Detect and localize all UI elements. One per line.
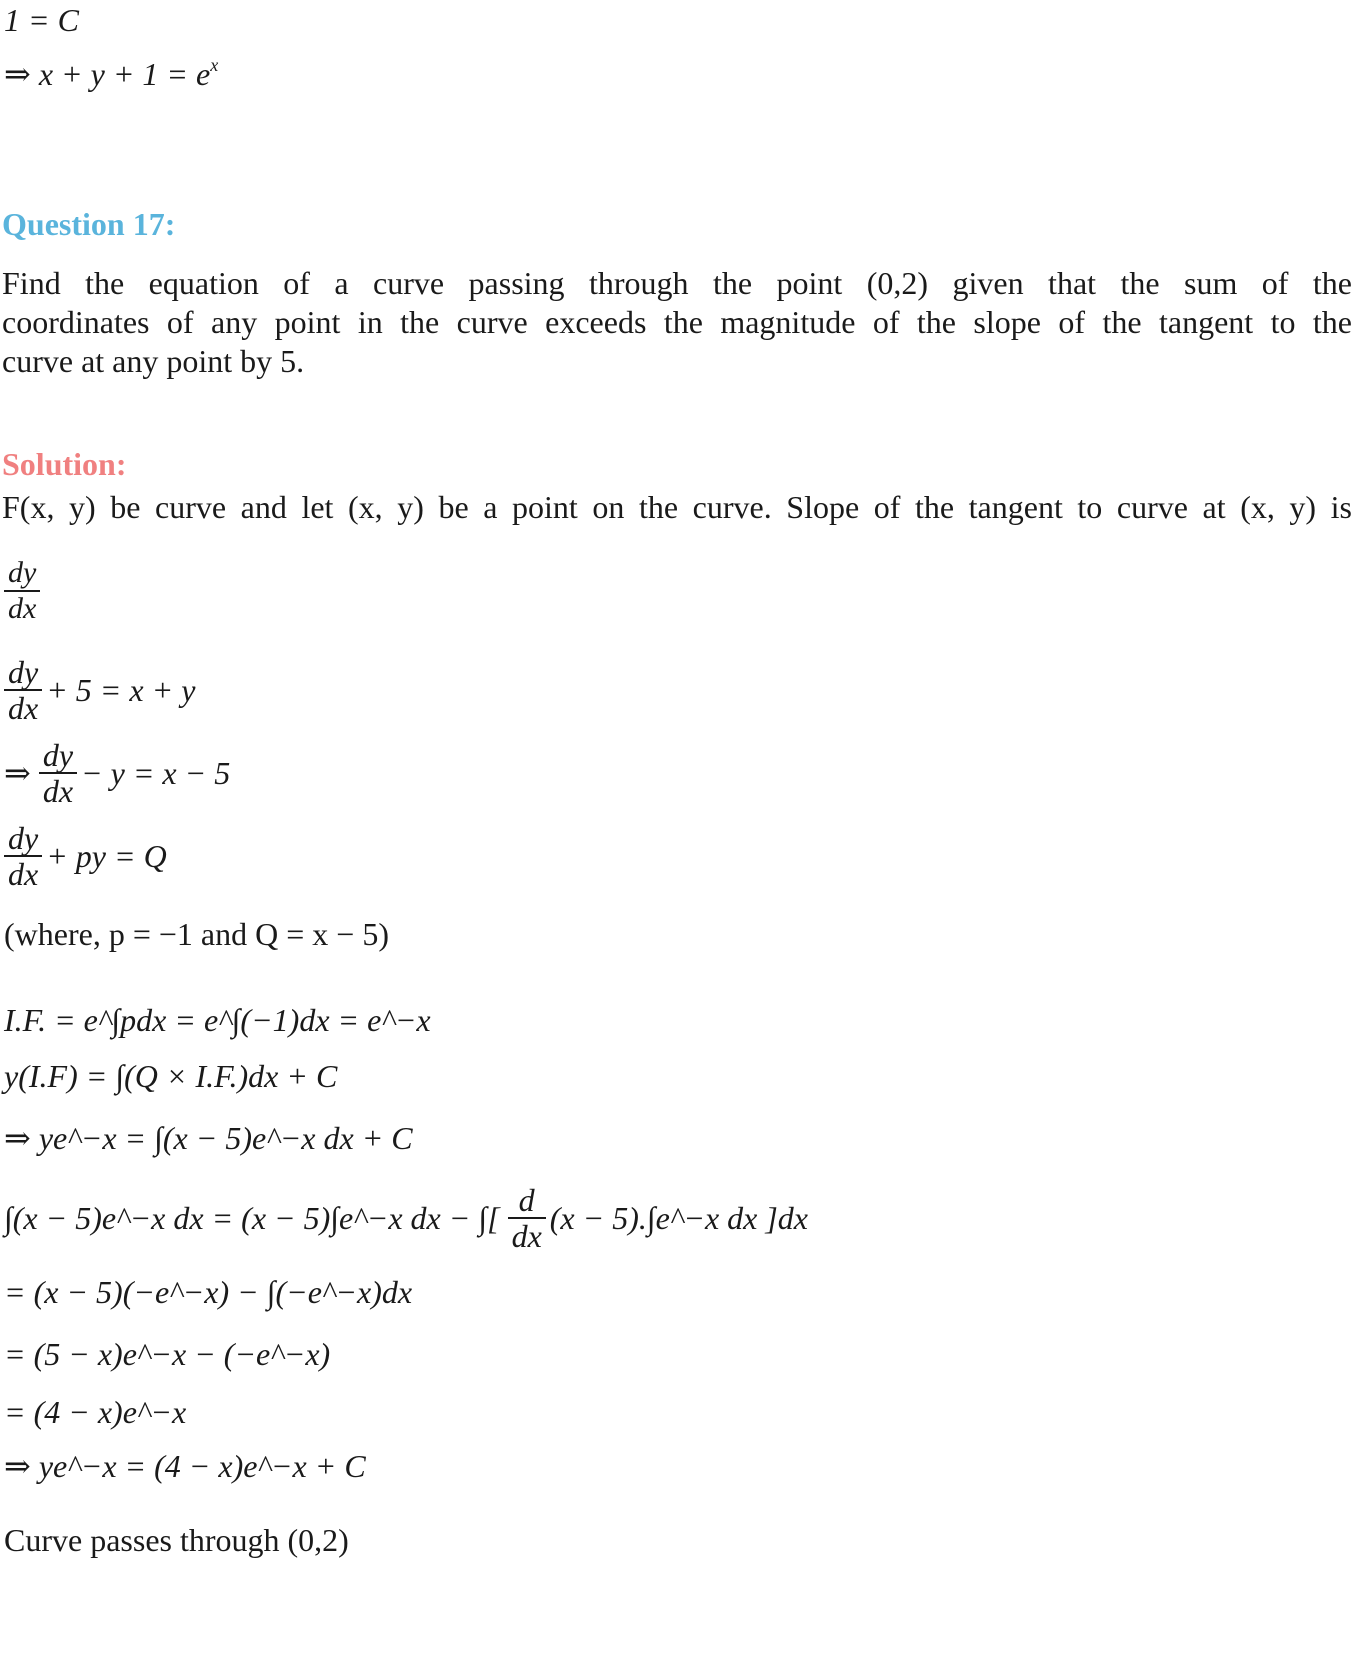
solution-intro: F(x, y) be curve and let (x, y) be a point on the curve. Slope of the tangent to curve at (x, y) is <box>2 489 1352 525</box>
solution-formula-line: y(I.F) = ∫(Q × I.F.)dx + C <box>4 1058 338 1094</box>
implies-arrow: ⇒ <box>4 755 31 791</box>
equation-slope-plus-five <box>4 655 195 725</box>
equation-rest: − y = x − 5 <box>81 755 231 791</box>
fraction-numerator: dy <box>39 738 77 774</box>
step-line-2: = (5 − x)e^−x − (−e^−x) <box>4 1336 331 1372</box>
equation-result-text: ⇒ x + y + 1 = e <box>4 56 211 92</box>
equation-one-equals-c: 1 = C <box>4 2 79 38</box>
fraction-denominator: dx <box>8 856 39 892</box>
step-line-3: = (4 − x)e^−x <box>4 1394 187 1430</box>
equation-standard-form <box>4 821 167 891</box>
where-clause: (where, p = −1 and Q = x − 5) <box>4 916 389 952</box>
step-line-4: ⇒ ye^−x = (4 − x)e^−x + C <box>4 1448 366 1484</box>
dy-dx-fraction <box>39 738 77 808</box>
integrating-factor-line: I.F. = e^∫pdx = e^∫(−1)dx = e^−x <box>4 1002 431 1038</box>
integration-right: (x − 5).∫e^−x dx ]dx <box>549 1200 808 1236</box>
integration-by-parts-line <box>4 1183 808 1253</box>
equation-result-line <box>4 54 218 94</box>
equation-linear-form <box>4 738 230 808</box>
solution-heading: Solution: <box>2 446 127 482</box>
substituted-solution-line: ⇒ ye^−x = ∫(x − 5)e^−x dx + C <box>4 1120 413 1156</box>
question-line-3: curve at any point by 5. <box>2 343 305 379</box>
dy-dx-fraction <box>4 821 42 891</box>
fraction-denominator: dx <box>42 773 74 809</box>
equation-result-exponent: x <box>210 55 219 75</box>
question-line-1: Find the equation of a curve passing through the point (0,2) given that the sum of the <box>2 265 1352 301</box>
question-line-2: coordinates of any point in the curve exceeds the magnitude of the slope of the tangent to the <box>2 304 1352 340</box>
dy-dx-fraction <box>4 655 42 725</box>
question-heading: Question 17: <box>2 206 176 242</box>
step-line-1: = (x − 5)(−e^−x) − ∫(−e^−x)dx <box>4 1274 413 1310</box>
fraction-numerator: d <box>508 1183 546 1219</box>
fraction-denominator: dx <box>8 690 39 726</box>
fraction-denominator: dx <box>511 1218 542 1254</box>
equation-rest: + py = Q <box>46 838 167 874</box>
d-dx-fraction <box>508 1183 546 1253</box>
integration-left: ∫(x − 5)e^−x dx = (x − 5)∫e^−x dx − ∫[ <box>4 1200 500 1236</box>
slope-fraction <box>4 556 40 626</box>
fraction-numerator: dy <box>4 556 40 592</box>
slope-fraction-line <box>4 556 44 626</box>
equation-rest: + 5 = x + y <box>46 672 196 708</box>
fraction-numerator: dy <box>4 821 42 857</box>
fraction-denominator: dx <box>8 592 37 625</box>
curve-passes-line: Curve passes through (0,2) <box>4 1522 349 1558</box>
fraction-numerator: dy <box>4 655 42 691</box>
